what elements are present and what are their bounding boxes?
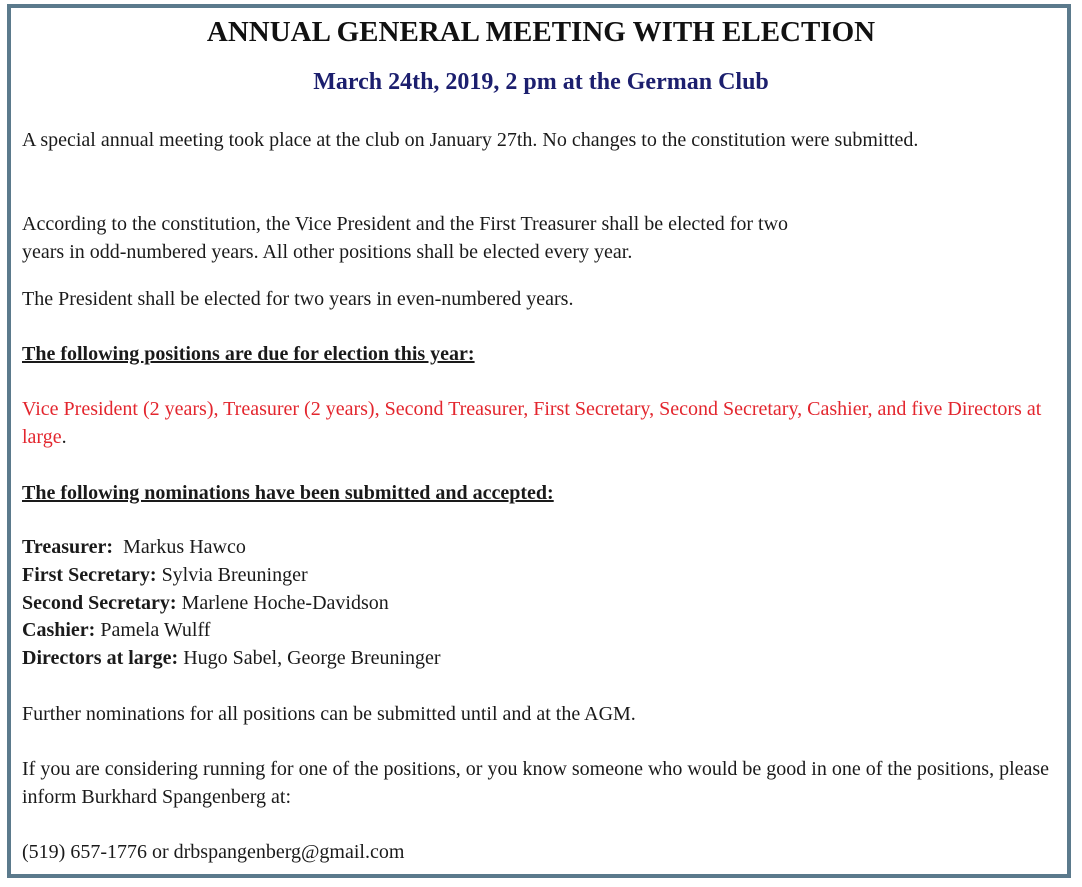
nomination-directors	[22, 644, 441, 672]
positions-list-paragraph	[22, 395, 1067, 451]
nomination-label: First Secretary:	[22, 564, 157, 586]
nomination-cashier	[22, 616, 210, 644]
nomination-second-secretary	[22, 589, 389, 617]
nomination-label: Treasurer:	[22, 536, 114, 558]
nomination-name: Markus Hawco	[123, 536, 246, 558]
nomination-label: Second Secretary:	[22, 592, 177, 614]
constitution-paragraph	[22, 210, 1067, 266]
considering-paragraph: If you are considering running for one of the positions, or you know someone who would be good in one of the positions, please inform Burkhard Spangenberg at:	[22, 758, 1050, 808]
page-title: ANNUAL GENERAL MEETING WITH ELECTION	[206, 16, 876, 48]
positions-period: .	[61, 426, 67, 448]
contact-line: (519) 657-1776 or drbspangenberg@gmail.com	[22, 841, 405, 863]
further-nominations-paragraph: Further nominations for all positions can be submitted until and at the AGM.	[22, 703, 636, 725]
meeting-date-subtitle: March 24th, 2019, 2 pm at the German Club	[313, 69, 769, 95]
nomination-label: Directors at large:	[22, 647, 179, 669]
constitution-line-2: years in odd-numbered years. All other positions shall be elected every year.	[22, 241, 633, 263]
nomination-first-secretary	[22, 561, 308, 589]
nomination-name: Hugo Sabel, George Breuninger	[183, 647, 441, 669]
president-paragraph: The President shall be elected for two years in even-numbered years.	[22, 288, 574, 310]
nomination-name: Marlene Hoche-Davidson	[181, 592, 389, 614]
intro-paragraph: A special annual meeting took place at the club on January 27th. No changes to the constitution were submitted.	[22, 129, 919, 151]
positions-list: Vice President (2 years), Treasurer (2 years), Second Treasurer, First Secretary, Second Secretary, Cashier, and five Directors at large	[22, 398, 1042, 448]
nomination-treasurer	[22, 533, 246, 561]
nominations-heading: The following nominations have been submitted and accepted:	[22, 482, 554, 504]
positions-heading: The following positions are due for election this year:	[22, 343, 475, 365]
nomination-label: Cashier:	[22, 619, 96, 641]
constitution-line-1: According to the constitution, the Vice President and the First Treasurer shall be elected for two	[22, 213, 789, 235]
nomination-name: Pamela Wulff	[100, 619, 211, 641]
nomination-name: Sylvia Breuninger	[161, 564, 308, 586]
